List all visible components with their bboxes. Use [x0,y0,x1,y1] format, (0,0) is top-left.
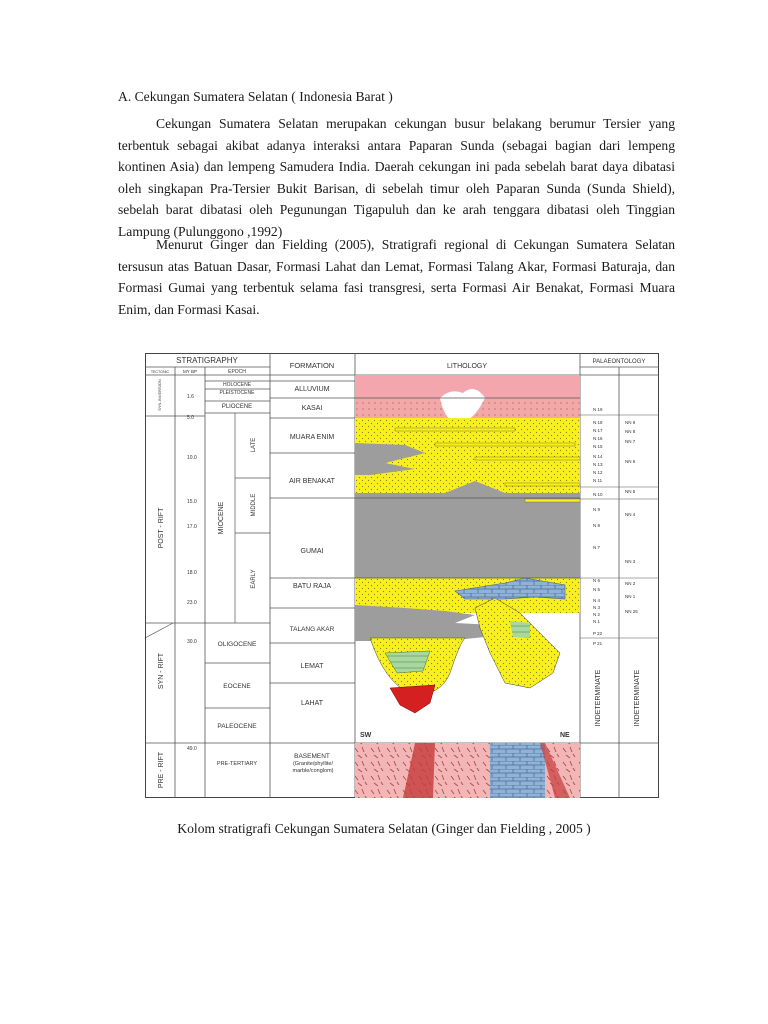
formation-air-benakat: AIR BENAKAT [289,478,335,485]
miocene-middle: MIDDLE [251,493,257,517]
foram-zone: P 21 [593,641,603,646]
foram-zone: N 8 [593,523,601,528]
nanno-zone: NN 4 [625,512,636,517]
foram-zone: N 3 [593,605,601,610]
basement-marble [490,743,545,798]
foram-zone: N 1 [593,619,601,624]
header-age: MY BP [183,369,197,374]
nanno-zone: NN 6 [625,459,636,464]
foram-zone: N 14 [593,454,603,459]
foram-zone: N 16 [593,436,603,441]
epoch-paleocene: PALEOCENE [217,723,257,730]
nanno-zone: NN 8 [625,429,636,434]
header-lithology: LITHOLOGY [446,363,488,370]
formation-batu-raja: BATU RAJA [293,583,331,590]
foram-zone: N 5 [593,587,601,592]
foram-zone: N 18 [593,420,603,425]
formation-alluvium: ALLUVIUM [294,386,330,393]
age-label: 5.0 [187,415,194,421]
nanno-zone: NN 2 [625,581,636,586]
tectonic-pre-rift: PRE - RIFT [158,751,165,789]
paragraph-2: Menurut Ginger dan Fielding (2005), Stratigrafi regional di Cekungan Sumatera Selatan tersusun atas Batuan Dasar, Formasi Lahat dan Lemat, Formasi Talang Akar, Formasi Baturaja, dan Formasi Gumai yang terbentuk selama fasi transgresi, serta Formasi Air Benakat, Formasi Muara Enim, dan Formasi Kasai. [118,237,675,317]
age-label: 15.0 [187,499,197,505]
age-label: 1.6 [187,394,194,400]
epoch-oligocene: OLIGOCENE [217,641,257,648]
epoch-pleistocene: PLEISTOCENE [219,390,255,396]
paragraph-1: Cekungan Sumatera Selatan merupakan cekungan busur belakang berumur Tersier yang terbentuk sebagai akibat adanya interaksi antara Paparan Sunda (sebagai bagian dari lempeng kontinen Asia) dan lempeng Samudera India. Daerah cekungan ini pada sebelah barat daya dibatasi oleh singkapan Pra-Tersier Bukit Barisan, di sebelah timur oleh Paparan Sunda (Sunda Shield), sebelah barat dibatasi oleh Pegunungan Tigapuluh dan ke arah tenggara dibatasi oleh Tinggian Lampung (Pulunggono ,1992) [118,116,675,239]
epoch-eocene: EOCENE [223,683,251,690]
foram-zone: N 7 [593,545,601,550]
indeterminate-nanno: INDETERMINATE [634,669,641,727]
foram-zone: N 15 [593,444,603,449]
nanno-zone: NN 1 [625,594,636,599]
indeterminate-foram: INDETERMINATE [595,669,602,727]
header-stratigraphy: STRATIGRAPHY [176,356,238,365]
miocene-late: LATE [251,437,257,453]
nanno-zone: NN 9 [625,420,636,425]
foram-zone: N 9 [593,507,601,512]
header-epoch: EPOCH [228,369,246,375]
figure-caption: Kolom stratigrafi Cekungan Sumatera Selatan (Ginger dan Fielding , 2005 ) [177,821,591,836]
formation-muara-enim: MUARA ENIM [289,434,335,441]
gumai-fill [355,481,580,578]
nanno-zone: NN 25 [625,609,638,614]
age-label: 30.0 [187,639,197,645]
foram-zone: N 19 [593,407,603,412]
formation-basement: BASEMENT [294,753,330,760]
foram-zone: N 4 [593,598,601,603]
nanno-zone: NN 5 [625,489,636,494]
formation-kasai: KASAI [301,405,323,412]
formation-talang-akar: TALANG AKAR [289,626,335,633]
epoch-holocene: HOLOCENE [222,382,252,388]
age-label: 10.0 [187,455,197,461]
epoch-pre-tertiary: PRE-TERTIARY [216,761,258,767]
nanno-zone: NN 3 [625,559,636,564]
age-label: 23.0 [187,600,197,606]
age-label: 17.0 [187,524,197,530]
nanno-zone: NN 7 [625,439,636,444]
foram-zone: N 17 [593,428,603,433]
epoch-miocene: MIOCENE [218,501,225,535]
age-label: 49.0 [187,746,197,752]
basement-detail: (Granite/phyllite/ marble/conglom) [292,761,334,774]
formation-lahat: LAHAT [300,700,324,707]
header-formation: FORMATION [289,361,335,370]
foram-zone: N 10 [593,492,603,497]
foram-zone: P 22 [593,631,603,636]
ne-label: NE [560,732,570,739]
formation-gumai: GUMAI [300,548,324,555]
section-heading: A. Cekungan Sumatera Selatan ( Indonesia Barat ) [118,89,393,104]
foram-zone: N 11 [593,478,603,483]
formation-lemat: LEMAT [300,663,324,670]
header-tectonic: TECTONIC [150,370,170,374]
foram-zone: N 2 [593,612,601,617]
tectonic-post-rift: POST - RIFT [158,507,165,549]
epoch-pliocene: PLIOCENE [221,404,253,410]
foram-zone: N 12 [593,470,603,475]
sw-label: SW [360,732,372,739]
miocene-early: EARLY [251,569,257,589]
tectonic-syn-rift: SYN - RIFT [158,652,165,690]
age-label: 18.0 [187,570,197,576]
foram-zone: N 6 [593,578,601,583]
stratigraphy-figure [145,353,659,798]
foram-zone: N 13 [593,462,603,467]
tectonic-syn-inversion: SYN-INVERSION [157,379,162,411]
header-palaeontology: PALAEONTOLOGY [592,359,646,365]
